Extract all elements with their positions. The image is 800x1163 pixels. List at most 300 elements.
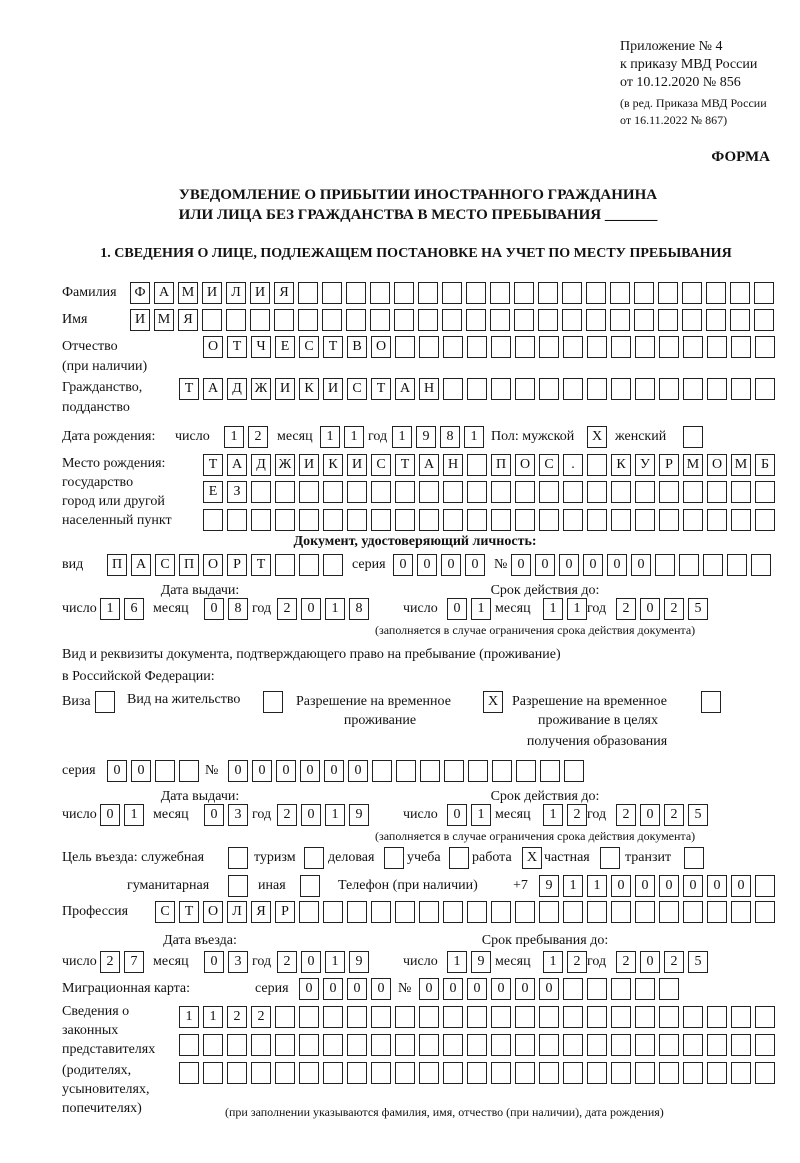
checkbox-purpose-humanitarian[interactable]	[228, 875, 248, 897]
field-cell-patronymic[interactable]: Т	[323, 336, 343, 358]
field-cell-mc-series[interactable]: 0	[299, 978, 319, 1000]
field-cell-birth-place-3[interactable]	[731, 509, 751, 531]
field-cell-surname[interactable]	[754, 282, 774, 304]
field-cell-profession[interactable]	[707, 901, 727, 923]
field-cell-stay-number[interactable]	[372, 760, 392, 782]
field-cell-reps-3[interactable]	[587, 1062, 607, 1084]
field-cell-birth-month[interactable]: 1	[320, 426, 340, 448]
field-cell-id-kind[interactable]: П	[107, 554, 127, 576]
field-cell-birth-place-3[interactable]	[467, 509, 487, 531]
field-cell-reps-3[interactable]	[203, 1062, 223, 1084]
field-cell-surname[interactable]	[538, 282, 558, 304]
field-cell-reps-3[interactable]	[731, 1062, 751, 1084]
field-cell-stay-issue-year[interactable]: 1	[325, 804, 345, 826]
field-cell-id-kind[interactable]: Т	[251, 554, 271, 576]
field-cell-name[interactable]	[730, 309, 750, 331]
field-cell-reps-1[interactable]: 1	[179, 1006, 199, 1028]
field-cell-patronymic[interactable]	[731, 336, 751, 358]
field-cell-phone[interactable]: 1	[563, 875, 583, 897]
field-cell-citizenship[interactable]: С	[347, 378, 367, 400]
field-cell-reps-2[interactable]	[299, 1034, 319, 1056]
field-cell-stay-issue-year[interactable]: 2	[277, 804, 297, 826]
field-cell-reps-2[interactable]	[611, 1034, 631, 1056]
field-cell-citizenship[interactable]	[563, 378, 583, 400]
field-cell-stay-number[interactable]: 0	[348, 760, 368, 782]
field-cell-profession[interactable]: С	[155, 901, 175, 923]
field-cell-stay-series[interactable]	[179, 760, 199, 782]
field-cell-citizenship[interactable]: Т	[371, 378, 391, 400]
field-cell-birth-place-3[interactable]	[395, 509, 415, 531]
field-cell-name[interactable]	[754, 309, 774, 331]
field-cell-name[interactable]	[658, 309, 678, 331]
field-cell-stay-series[interactable]: 0	[131, 760, 151, 782]
field-cell-name[interactable]	[538, 309, 558, 331]
field-cell-entry-month[interactable]: 0	[204, 951, 224, 973]
field-cell-birth-place-1[interactable]: У	[635, 454, 655, 476]
field-cell-birth-place-2[interactable]	[587, 481, 607, 503]
field-cell-stay-series[interactable]: 0	[107, 760, 127, 782]
field-cell-profession[interactable]: Т	[179, 901, 199, 923]
field-cell-id-valid-year[interactable]: 5	[688, 598, 708, 620]
field-cell-mc-series[interactable]: 0	[347, 978, 367, 1000]
field-cell-citizenship[interactable]	[683, 378, 703, 400]
field-cell-id-series[interactable]: 0	[441, 554, 461, 576]
field-cell-birth-place-2[interactable]	[299, 481, 319, 503]
field-cell-name[interactable]	[346, 309, 366, 331]
field-cell-id-valid-year[interactable]: 2	[664, 598, 684, 620]
field-cell-profession[interactable]	[467, 901, 487, 923]
field-cell-name[interactable]	[610, 309, 630, 331]
field-cell-id-issue-year[interactable]: 8	[349, 598, 369, 620]
field-cell-birth-place-1[interactable]: О	[707, 454, 727, 476]
field-cell-stay-valid-day[interactable]: 0	[447, 804, 467, 826]
field-cell-patronymic[interactable]	[755, 336, 775, 358]
checkbox-residence-permit[interactable]	[263, 691, 283, 713]
field-cell-reps-3[interactable]	[515, 1062, 535, 1084]
field-cell-citizenship[interactable]	[539, 378, 559, 400]
checkbox-sex-male[interactable]: X	[587, 426, 607, 448]
field-cell-birth-place-2[interactable]	[491, 481, 511, 503]
field-cell-mc-number[interactable]: 0	[419, 978, 439, 1000]
field-cell-patronymic[interactable]	[443, 336, 463, 358]
field-cell-reps-2[interactable]	[371, 1034, 391, 1056]
field-cell-surname[interactable]: И	[202, 282, 222, 304]
field-cell-entry-year[interactable]: 1	[325, 951, 345, 973]
field-cell-reps-1[interactable]	[515, 1006, 535, 1028]
field-cell-surname[interactable]	[322, 282, 342, 304]
field-cell-id-valid-day[interactable]: 0	[447, 598, 467, 620]
field-cell-surname[interactable]	[394, 282, 414, 304]
field-cell-surname[interactable]	[442, 282, 462, 304]
field-cell-reps-2[interactable]	[587, 1034, 607, 1056]
field-cell-citizenship[interactable]	[635, 378, 655, 400]
field-cell-reps-1[interactable]	[707, 1006, 727, 1028]
field-cell-reps-1[interactable]	[347, 1006, 367, 1028]
field-cell-birth-place-3[interactable]	[299, 509, 319, 531]
field-cell-reps-2[interactable]	[659, 1034, 679, 1056]
field-cell-id-number[interactable]	[679, 554, 699, 576]
field-cell-stay-valid-month[interactable]: 2	[567, 804, 587, 826]
field-cell-phone[interactable]	[755, 875, 775, 897]
field-cell-reps-1[interactable]: 2	[227, 1006, 247, 1028]
field-cell-surname[interactable]	[706, 282, 726, 304]
field-cell-stay-number[interactable]: 0	[324, 760, 344, 782]
checkbox-purpose-transit[interactable]	[684, 847, 704, 869]
field-cell-birth-place-3[interactable]	[203, 509, 223, 531]
field-cell-birth-year[interactable]: 1	[392, 426, 412, 448]
field-cell-surname[interactable]: М	[178, 282, 198, 304]
field-cell-birth-place-1[interactable]: Р	[659, 454, 679, 476]
field-cell-citizenship[interactable]: А	[203, 378, 223, 400]
field-cell-stay-number[interactable]	[540, 760, 560, 782]
field-cell-id-kind[interactable]	[323, 554, 343, 576]
field-cell-birth-place-3[interactable]	[515, 509, 535, 531]
field-cell-patronymic[interactable]: Ч	[251, 336, 271, 358]
field-cell-patronymic[interactable]: В	[347, 336, 367, 358]
field-cell-profession[interactable]	[491, 901, 511, 923]
field-cell-mc-number[interactable]: 0	[467, 978, 487, 1000]
field-cell-reps-3[interactable]	[755, 1062, 775, 1084]
field-cell-birth-place-1[interactable]: Ж	[275, 454, 295, 476]
field-cell-stay-issue-day[interactable]: 1	[124, 804, 144, 826]
field-cell-mc-number[interactable]: 0	[515, 978, 535, 1000]
field-cell-patronymic[interactable]	[467, 336, 487, 358]
field-cell-profession[interactable]	[587, 901, 607, 923]
field-cell-surname[interactable]	[562, 282, 582, 304]
field-cell-name[interactable]	[202, 309, 222, 331]
field-cell-citizenship[interactable]	[587, 378, 607, 400]
field-cell-birth-place-1[interactable]: И	[299, 454, 319, 476]
field-cell-birth-place-2[interactable]	[611, 481, 631, 503]
field-cell-phone[interactable]: 0	[635, 875, 655, 897]
checkbox-temp-permit[interactable]: X	[483, 691, 503, 713]
field-cell-patronymic[interactable]	[611, 336, 631, 358]
field-cell-reps-3[interactable]	[443, 1062, 463, 1084]
field-cell-surname[interactable]	[418, 282, 438, 304]
field-cell-birth-place-2[interactable]	[275, 481, 295, 503]
field-cell-stay-number[interactable]	[444, 760, 464, 782]
field-cell-birth-place-3[interactable]	[491, 509, 511, 531]
field-cell-reps-1[interactable]: 1	[203, 1006, 223, 1028]
field-cell-mc-number[interactable]: 0	[491, 978, 511, 1000]
field-cell-id-number[interactable]	[655, 554, 675, 576]
field-cell-birth-place-2[interactable]	[251, 481, 271, 503]
field-cell-surname[interactable]	[634, 282, 654, 304]
field-cell-stay-issue-day[interactable]: 0	[100, 804, 120, 826]
field-cell-reps-3[interactable]	[659, 1062, 679, 1084]
field-cell-patronymic[interactable]	[563, 336, 583, 358]
field-cell-birth-place-1[interactable]: О	[515, 454, 535, 476]
field-cell-reps-3[interactable]	[491, 1062, 511, 1084]
field-cell-patronymic[interactable]	[539, 336, 559, 358]
field-cell-id-kind[interactable]	[299, 554, 319, 576]
field-cell-id-series[interactable]: 0	[465, 554, 485, 576]
field-cell-reps-1[interactable]	[395, 1006, 415, 1028]
field-cell-mc-series[interactable]: 0	[371, 978, 391, 1000]
field-cell-surname[interactable]	[658, 282, 678, 304]
field-cell-reps-3[interactable]	[371, 1062, 391, 1084]
field-cell-patronymic[interactable]	[683, 336, 703, 358]
field-cell-birth-place-1[interactable]: С	[371, 454, 391, 476]
field-cell-reps-1[interactable]	[539, 1006, 559, 1028]
field-cell-surname[interactable]: Ф	[130, 282, 150, 304]
field-cell-mc-number[interactable]	[635, 978, 655, 1000]
field-cell-patronymic[interactable]	[587, 336, 607, 358]
field-cell-birth-place-3[interactable]	[659, 509, 679, 531]
field-cell-name[interactable]	[418, 309, 438, 331]
field-cell-name[interactable]: Я	[178, 309, 198, 331]
field-cell-surname[interactable]	[466, 282, 486, 304]
checkbox-purpose-tourism[interactable]	[304, 847, 324, 869]
field-cell-name[interactable]	[682, 309, 702, 331]
field-cell-name[interactable]: И	[130, 309, 150, 331]
field-cell-birth-place-1[interactable]: П	[491, 454, 511, 476]
field-cell-profession[interactable]: Р	[275, 901, 295, 923]
field-cell-birth-place-3[interactable]	[443, 509, 463, 531]
field-cell-patronymic[interactable]	[515, 336, 535, 358]
field-cell-id-kind[interactable]: П	[179, 554, 199, 576]
field-cell-id-number[interactable]: 0	[583, 554, 603, 576]
field-cell-profession[interactable]: О	[203, 901, 223, 923]
field-cell-citizenship[interactable]: И	[323, 378, 343, 400]
field-cell-profession[interactable]	[347, 901, 367, 923]
field-cell-birth-place-3[interactable]	[539, 509, 559, 531]
field-cell-reps-3[interactable]	[419, 1062, 439, 1084]
field-cell-birth-place-1[interactable]	[467, 454, 487, 476]
field-cell-stay-number[interactable]	[396, 760, 416, 782]
field-cell-id-issue-day[interactable]: 6	[124, 598, 144, 620]
field-cell-reps-2[interactable]	[515, 1034, 535, 1056]
checkbox-purpose-work[interactable]: X	[522, 847, 542, 869]
field-cell-citizenship[interactable]	[491, 378, 511, 400]
field-cell-id-valid-month[interactable]: 1	[567, 598, 587, 620]
field-cell-birth-place-3[interactable]	[587, 509, 607, 531]
field-cell-citizenship[interactable]: Ж	[251, 378, 271, 400]
field-cell-surname[interactable]	[346, 282, 366, 304]
field-cell-citizenship[interactable]	[611, 378, 631, 400]
field-cell-reps-1[interactable]	[467, 1006, 487, 1028]
field-cell-birth-place-2[interactable]	[371, 481, 391, 503]
field-cell-birth-place-3[interactable]	[275, 509, 295, 531]
field-cell-surname[interactable]	[730, 282, 750, 304]
field-cell-birth-place-1[interactable]: А	[419, 454, 439, 476]
field-cell-id-number[interactable]: 0	[535, 554, 555, 576]
field-cell-citizenship[interactable]: К	[299, 378, 319, 400]
field-cell-name[interactable]	[298, 309, 318, 331]
field-cell-name[interactable]	[274, 309, 294, 331]
field-cell-reps-1[interactable]	[683, 1006, 703, 1028]
field-cell-reps-2[interactable]	[443, 1034, 463, 1056]
field-cell-mc-series[interactable]: 0	[323, 978, 343, 1000]
field-cell-patronymic[interactable]: О	[371, 336, 391, 358]
field-cell-entry-year[interactable]: 9	[349, 951, 369, 973]
field-cell-reps-3[interactable]	[275, 1062, 295, 1084]
checkbox-purpose-private[interactable]	[600, 847, 620, 869]
field-cell-stay-number[interactable]	[492, 760, 512, 782]
field-cell-birth-place-1[interactable]: Н	[443, 454, 463, 476]
field-cell-citizenship[interactable]	[443, 378, 463, 400]
field-cell-patronymic[interactable]: Т	[227, 336, 247, 358]
checkbox-purpose-other[interactable]	[300, 875, 320, 897]
field-cell-birth-place-1[interactable]: М	[683, 454, 703, 476]
field-cell-profession[interactable]	[371, 901, 391, 923]
field-cell-stay-issue-month[interactable]: 3	[228, 804, 248, 826]
field-cell-surname[interactable]: И	[250, 282, 270, 304]
field-cell-name[interactable]	[562, 309, 582, 331]
field-cell-reps-2[interactable]	[731, 1034, 751, 1056]
field-cell-id-number[interactable]: 0	[607, 554, 627, 576]
field-cell-stay-until-year[interactable]: 0	[640, 951, 660, 973]
field-cell-id-valid-year[interactable]: 0	[640, 598, 660, 620]
field-cell-patronymic[interactable]: С	[299, 336, 319, 358]
field-cell-birth-place-2[interactable]	[419, 481, 439, 503]
field-cell-mc-number[interactable]	[611, 978, 631, 1000]
field-cell-id-kind[interactable]: С	[155, 554, 175, 576]
field-cell-birth-day[interactable]: 2	[248, 426, 268, 448]
field-cell-reps-1[interactable]	[587, 1006, 607, 1028]
field-cell-surname[interactable]	[514, 282, 534, 304]
field-cell-birth-place-2[interactable]	[515, 481, 535, 503]
field-cell-reps-1[interactable]: 2	[251, 1006, 271, 1028]
field-cell-birth-place-2[interactable]	[563, 481, 583, 503]
field-cell-id-issue-day[interactable]: 1	[100, 598, 120, 620]
field-cell-birth-place-3[interactable]	[563, 509, 583, 531]
field-cell-mc-number[interactable]	[659, 978, 679, 1000]
field-cell-patronymic[interactable]	[659, 336, 679, 358]
field-cell-profession[interactable]	[731, 901, 751, 923]
field-cell-stay-number[interactable]: 0	[228, 760, 248, 782]
field-cell-patronymic[interactable]	[707, 336, 727, 358]
field-cell-name[interactable]	[466, 309, 486, 331]
field-cell-birth-place-3[interactable]	[635, 509, 655, 531]
field-cell-birth-place-3[interactable]	[611, 509, 631, 531]
field-cell-citizenship[interactable]: Н	[419, 378, 439, 400]
field-cell-reps-3[interactable]	[395, 1062, 415, 1084]
field-cell-phone[interactable]: 1	[587, 875, 607, 897]
field-cell-surname[interactable]: Л	[226, 282, 246, 304]
field-cell-name[interactable]	[586, 309, 606, 331]
field-cell-birth-place-1[interactable]: Б	[755, 454, 775, 476]
field-cell-reps-1[interactable]	[443, 1006, 463, 1028]
field-cell-reps-2[interactable]	[275, 1034, 295, 1056]
field-cell-reps-2[interactable]	[251, 1034, 271, 1056]
field-cell-birth-place-2[interactable]	[347, 481, 367, 503]
field-cell-stay-number[interactable]	[468, 760, 488, 782]
field-cell-citizenship[interactable]	[467, 378, 487, 400]
field-cell-reps-3[interactable]	[251, 1062, 271, 1084]
field-cell-id-issue-month[interactable]: 0	[204, 598, 224, 620]
field-cell-birth-place-1[interactable]	[587, 454, 607, 476]
field-cell-reps-3[interactable]	[467, 1062, 487, 1084]
field-cell-mc-number[interactable]	[563, 978, 583, 1000]
field-cell-mc-number[interactable]: 0	[443, 978, 463, 1000]
field-cell-stay-number[interactable]	[564, 760, 584, 782]
field-cell-name[interactable]	[322, 309, 342, 331]
field-cell-profession[interactable]: Л	[227, 901, 247, 923]
field-cell-birth-place-2[interactable]	[659, 481, 679, 503]
field-cell-reps-1[interactable]	[611, 1006, 631, 1028]
field-cell-stay-number[interactable]	[420, 760, 440, 782]
checkbox-sex-female[interactable]	[683, 426, 703, 448]
field-cell-stay-number[interactable]	[516, 760, 536, 782]
field-cell-entry-day[interactable]: 7	[124, 951, 144, 973]
field-cell-name[interactable]: М	[154, 309, 174, 331]
field-cell-phone[interactable]: 9	[539, 875, 559, 897]
field-cell-birth-place-1[interactable]: .	[563, 454, 583, 476]
field-cell-profession[interactable]	[635, 901, 655, 923]
field-cell-birth-place-3[interactable]	[323, 509, 343, 531]
field-cell-id-kind[interactable]: Р	[227, 554, 247, 576]
field-cell-reps-3[interactable]	[611, 1062, 631, 1084]
field-cell-id-number[interactable]	[703, 554, 723, 576]
field-cell-citizenship[interactable]	[731, 378, 751, 400]
field-cell-patronymic[interactable]: Е	[275, 336, 295, 358]
field-cell-id-issue-year[interactable]: 2	[277, 598, 297, 620]
field-cell-entry-year[interactable]: 2	[277, 951, 297, 973]
field-cell-stay-number[interactable]: 0	[276, 760, 296, 782]
field-cell-profession[interactable]	[755, 901, 775, 923]
field-cell-stay-until-month[interactable]: 1	[543, 951, 563, 973]
field-cell-profession[interactable]	[539, 901, 559, 923]
field-cell-name[interactable]	[250, 309, 270, 331]
field-cell-id-issue-month[interactable]: 8	[228, 598, 248, 620]
field-cell-reps-2[interactable]	[539, 1034, 559, 1056]
field-cell-profession[interactable]: Я	[251, 901, 271, 923]
field-cell-stay-series[interactable]	[155, 760, 175, 782]
field-cell-birth-place-1[interactable]: К	[611, 454, 631, 476]
field-cell-patronymic[interactable]: О	[203, 336, 223, 358]
field-cell-reps-1[interactable]	[731, 1006, 751, 1028]
field-cell-id-series[interactable]: 0	[393, 554, 413, 576]
field-cell-reps-2[interactable]	[323, 1034, 343, 1056]
field-cell-id-number[interactable]	[751, 554, 771, 576]
field-cell-birth-year[interactable]: 1	[464, 426, 484, 448]
field-cell-reps-2[interactable]	[683, 1034, 703, 1056]
checkbox-visa[interactable]	[95, 691, 115, 713]
field-cell-reps-3[interactable]	[707, 1062, 727, 1084]
field-cell-surname[interactable]: А	[154, 282, 174, 304]
field-cell-stay-until-day[interactable]: 1	[447, 951, 467, 973]
field-cell-id-issue-year[interactable]: 1	[325, 598, 345, 620]
field-cell-reps-2[interactable]	[467, 1034, 487, 1056]
field-cell-reps-1[interactable]	[371, 1006, 391, 1028]
field-cell-name[interactable]	[514, 309, 534, 331]
field-cell-reps-2[interactable]	[347, 1034, 367, 1056]
field-cell-stay-until-year[interactable]: 5	[688, 951, 708, 973]
field-cell-profession[interactable]	[683, 901, 703, 923]
field-cell-profession[interactable]	[443, 901, 463, 923]
field-cell-reps-3[interactable]	[299, 1062, 319, 1084]
field-cell-reps-2[interactable]	[707, 1034, 727, 1056]
checkbox-purpose-business[interactable]	[384, 847, 404, 869]
field-cell-birth-place-1[interactable]: Д	[251, 454, 271, 476]
field-cell-birth-place-1[interactable]: С	[539, 454, 559, 476]
field-cell-birth-place-2[interactable]	[731, 481, 751, 503]
field-cell-surname[interactable]	[370, 282, 390, 304]
field-cell-surname[interactable]	[298, 282, 318, 304]
field-cell-citizenship[interactable]: И	[275, 378, 295, 400]
field-cell-entry-month[interactable]: 3	[228, 951, 248, 973]
field-cell-reps-1[interactable]	[299, 1006, 319, 1028]
field-cell-id-kind[interactable]	[275, 554, 295, 576]
field-cell-entry-day[interactable]: 2	[100, 951, 120, 973]
field-cell-reps-3[interactable]	[323, 1062, 343, 1084]
field-cell-mc-number[interactable]	[587, 978, 607, 1000]
field-cell-id-number[interactable]: 0	[631, 554, 651, 576]
field-cell-birth-place-3[interactable]	[755, 509, 775, 531]
field-cell-name[interactable]	[490, 309, 510, 331]
field-cell-birth-place-3[interactable]	[683, 509, 703, 531]
